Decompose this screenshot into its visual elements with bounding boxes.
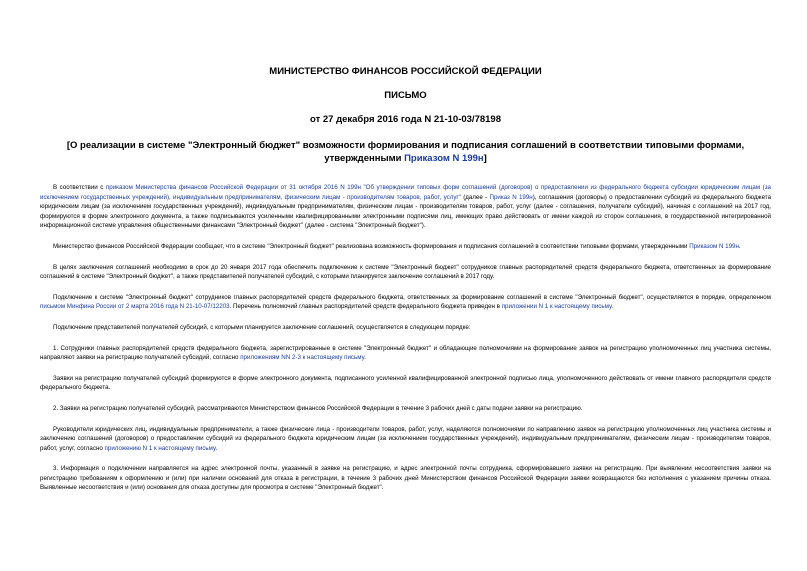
p2-order-link[interactable]: Приказом N 199н [689,242,739,250]
subject-end: ] [483,153,487,164]
p4-text-a: Подключение к системе "Электронный бюджет" сотрудников главных распорядителей средств федерального бюджета, ответственных за формирование соглашений в системе "Электронный бюджет", осуществляется в порядке, определенном [53,293,771,301]
p1-text-a: В соответствии с [53,184,106,191]
document-date-number: от 27 декабря 2016 года N 21-10-03/78198 [310,114,501,125]
paragraph-10: 3. Информация о подключении направляется на адрес электронной почты, указанный в заявке на регистрацию, и адрес электронной почты сотрудника, сформировавшего заявки на регистрацию. При выявлении несоответствия заявки на регистрацию требованиям к оформлению и (или) при наличии оснований для отказа в регистрации, в течение 3 рабочих дней Министерством финансов Российской Федерации заявки возвращаются без исполнения с указанием причины отказа. Выявленные несоответствия и (или) основания для отказа доступны для просмотра в системе "Электронный бюджет". [40,465,771,492]
paragraph-1 [40,183,771,231]
order-199n-full-link[interactable]: приказом Министерства финансов Российской Федерации от 31 октября 2016 N 199н "Об утверждении типовых форм соглашений (договоров) о предоставлении из федерального бюджета субсидии юридическим лицам (за исключением государственных учреждений), индивидуальным предпринимателям, физическим лицам - производителям товаров, работ, услуг" [40,184,772,201]
subject-text: [О реализации в системе "Электронный бюджет" возможности формирования и подписания соглашений в соответствии типовыми формами, утвержденными [66,140,745,164]
paragraph-8: 2. Заявки на регистрацию получателей субсидий, рассматриваются Министерством финансов Российской Федерации в течение 3 рабочих дней с даты подачи заявки на регистрацию. [53,404,583,412]
appendix-1-link[interactable]: приложении N 1 к настоящему письму [501,303,612,311]
minfin-letter-link[interactable]: письмом Минфина России от 2 марта 2016 года N 21-10-07/12203 [40,303,230,311]
paragraph-3: В целях заключения соглашений необходимо в срок до 20 января 2017 года обеспечить подключение к системе "Электронный бюджет" сотрудников главных распорядителей средств федерального бюджета, ответственных за формирование соглашений в системе "Электронный бюджет", а также представителей получателей субсидий, с которыми планируется заключение соглашений в 2017 году. [40,263,771,281]
paragraph-4 [40,293,771,312]
p1-text-b: (далее - [460,193,490,201]
order-199n-short-link[interactable]: Приказ N 199н [489,193,533,201]
ministry-title: МИНИСТЕРСТВО ФИНАНСОВ РОССИЙСКОЙ ФЕДЕРАЦИИ [269,66,542,77]
paragraph-2 [40,242,771,252]
appendix-1-link-2[interactable]: приложению N 1 к настоящему письму [104,444,216,452]
p1-text-c: ), соглашения (договоры) о предоставлении субсидий из федерального бюджета юридическим лицам (за исключением государственных учреждений), индивидуальным предпринимателям, физическим лицам - производителям товаров, работ, услуг (далее - соглашения, получатели субсидий), начиная с соглашений на 2017 год, формируются в форме электронного документа, а также подписываются усиленными квалифицированными электронными подписями лиц, имеющих право действовать от имени каждой из сторон соглашения, в государственной интегрированной информационной системе управления общественными финансами "Электронный бюджет" (далее - система "Электронный бюджет"). [40,193,772,230]
paragraph-6 [40,344,771,363]
document-body [40,183,771,493]
p6-text-b: . [364,354,366,362]
p2-text-b: . [738,242,741,250]
document-type: ПИСЬМО [384,90,427,101]
p9-text-b: . [215,444,218,452]
subject-order-link[interactable]: Приказом N 199н [404,153,484,164]
paragraph-5: Подключение представителей получателей субсидий, с которыми планируется заключение соглашений, осуществляется в следующем порядке: [53,323,471,331]
paragraph-9 [40,425,771,454]
p4-text-c: . [611,303,614,311]
document-subject [40,139,771,165]
p9-text-a: Руководители юридических лиц, индивидуальные предприниматели, а также физические лица - производители товаров, работ, услуг, наделяются полномочиями по направлению заявок на регистрацию уполномоченных лиц участника системы и заключению соглашений (договоров) о предоставлении субсидий из федерального бюджета юридическим лицам (за исключением государственных учреждений), индивидуальным предпринимателям, физическим лицам - производителям товаров, работ, услуг, согласно [40,425,771,452]
paragraph-7: Заявки на регистрацию получателей субсидий формируются в форме электронного документа, подписанного усиленной квалифицированной электронной подписью лица, уполномоченного действовать от имени главного распорядителя средств федерального бюджета. [40,374,771,392]
p6-text-a: 1. Сотрудники главных распорядителей средств федерального бюджета, зарегистрированные в системе "Электронный бюджет" и обладающие полномочиями на формирование заявок на регистрацию уполномоченных лиц участника системы, направляют заявки на регистрацию получателей субсидий, согласно [40,344,771,362]
p4-text-b: . Перечень полномочий главных распорядителей средств федерального бюджета приведен в [229,303,502,311]
appendix-2-3-link[interactable]: приложениям NN 2-3 к настоящему письму [240,354,365,362]
p2-text-a: Министерство финансов Российской Федерации сообщает, что в системе "Электронный бюджет" реализована возможность формирования и подписания соглашений в соответствии типовыми формами, утвержденными [53,242,690,250]
